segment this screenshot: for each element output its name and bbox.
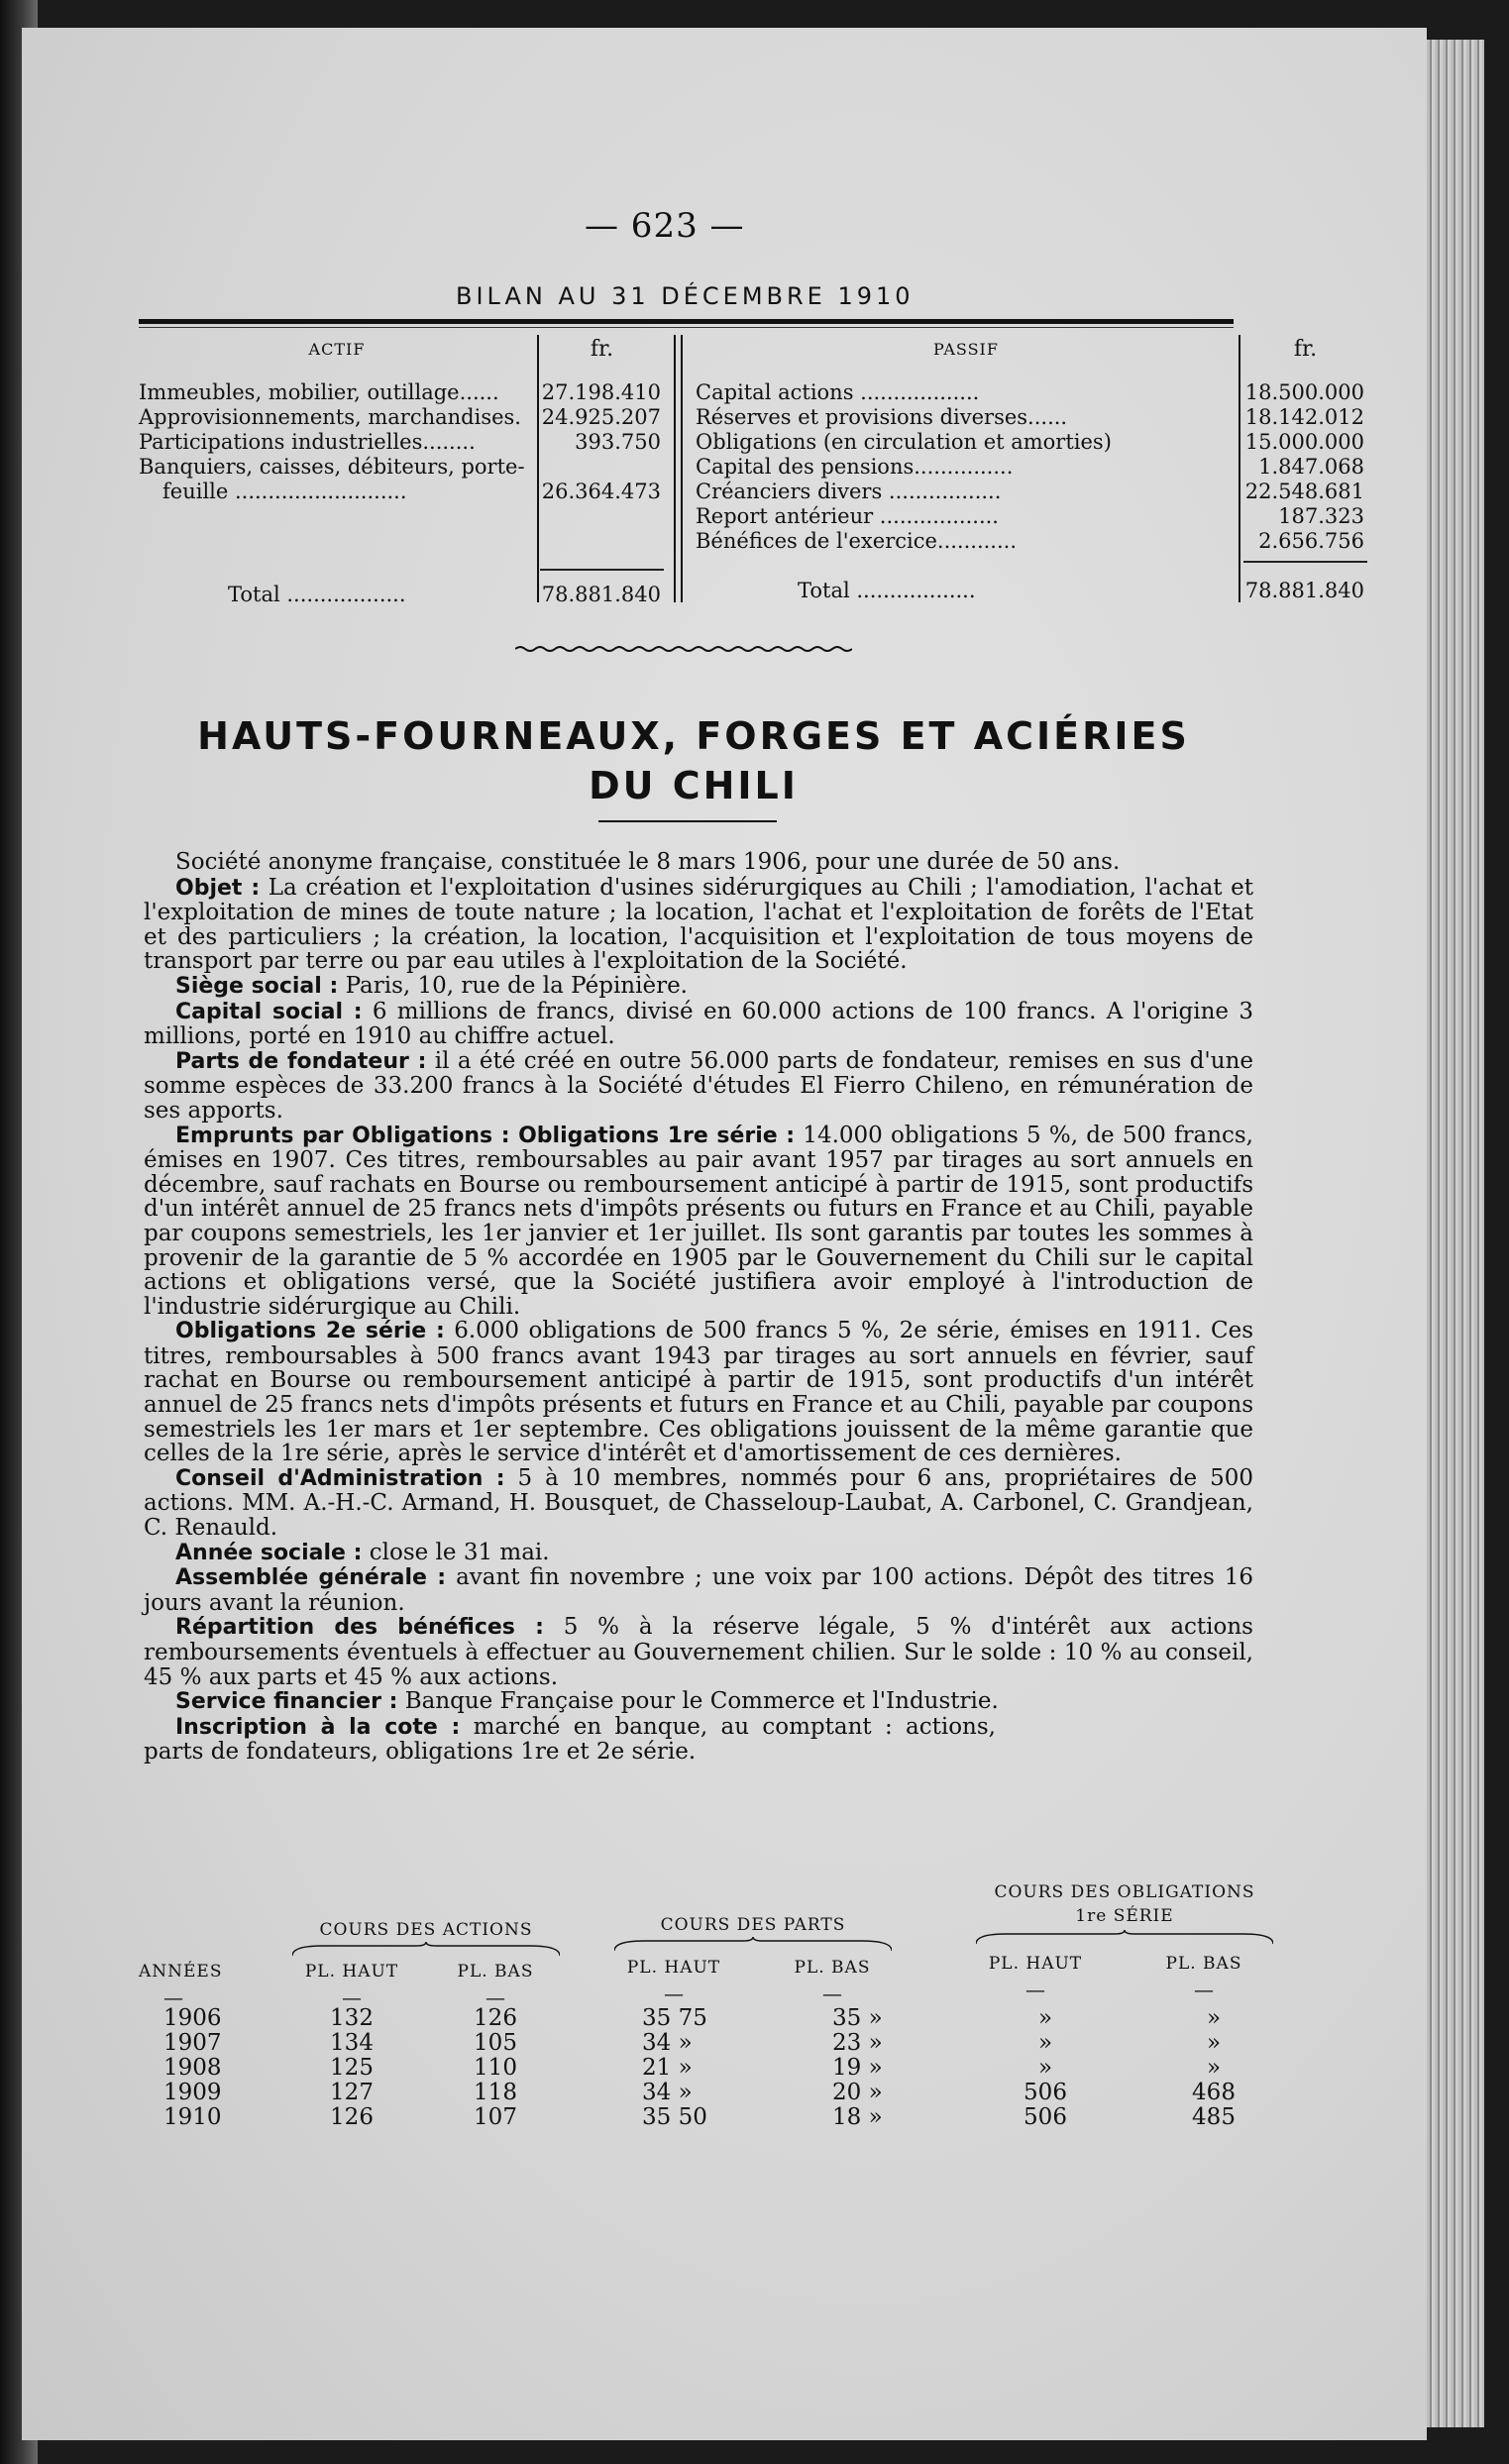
paragraph bbox=[144, 1466, 1253, 1541]
parts-bas-header: PL. BAS bbox=[794, 1958, 871, 1978]
passif-total-value: 78.881.840 bbox=[1244, 579, 1364, 602]
paragraph bbox=[144, 1049, 1253, 1124]
passif-value: 18.500.000 bbox=[1244, 380, 1364, 404]
paragraph-lead: Conseil d'Administration : bbox=[175, 1465, 505, 1491]
actif-value: 24.925.207 bbox=[541, 405, 661, 429]
paragraph bbox=[144, 850, 1253, 876]
bilan-title: BILAN AU 31 DÉCEMBRE 1910 bbox=[456, 282, 915, 310]
parts-bas: 19 » bbox=[832, 2055, 883, 2081]
dash: — bbox=[664, 1982, 684, 2005]
parts-haut-header: PL. HAUT bbox=[626, 1958, 721, 1978]
actif-currency: fr. bbox=[590, 337, 614, 362]
dash: — bbox=[1025, 1978, 1045, 2001]
paragraph bbox=[144, 1715, 996, 1765]
obl-haut: 506 bbox=[1024, 2104, 1067, 2130]
actif-values bbox=[540, 380, 661, 504]
cours-row bbox=[139, 2030, 1268, 2055]
actif-row: feuille .......................... bbox=[162, 480, 407, 503]
passif-total-label: Total .................. bbox=[798, 579, 976, 602]
passif-values bbox=[1243, 380, 1364, 554]
actif-row: Banquiers, caisses, débiteurs, porte- bbox=[139, 455, 525, 479]
annee: 1908 bbox=[163, 2055, 222, 2081]
actif-row: Immeubles, mobilier, outillage...... bbox=[139, 380, 499, 404]
passif-row: Report antérieur .................. bbox=[696, 504, 999, 528]
company-title bbox=[178, 711, 1209, 810]
obl-haut-header: PL. HAUT bbox=[988, 1954, 1083, 1974]
paragraph-text: 6 millions de francs, divisé en 60.000 actions de 100 francs. A l'origine 3 millions, porté en 1910 au chiffre actuel. bbox=[144, 998, 1253, 1050]
actif-rows bbox=[139, 380, 535, 504]
dash: — bbox=[342, 1985, 362, 2009]
passif-value: 22.548.681 bbox=[1244, 480, 1364, 503]
passif-row: Réserves et provisions diverses...... bbox=[696, 405, 1068, 429]
obl-bas-header: PL. BAS bbox=[1165, 1954, 1242, 1974]
wavy-separator bbox=[515, 644, 852, 654]
actif-header: ACTIF bbox=[308, 340, 366, 359]
obl-haut: » bbox=[1037, 2005, 1053, 2031]
obl-bas: 468 bbox=[1192, 2080, 1236, 2105]
actif-row: Participations industrielles........ bbox=[139, 430, 476, 454]
parts-bas: 35 » bbox=[832, 2005, 883, 2031]
parts-haut: 35 50 bbox=[642, 2104, 707, 2130]
actif-value: 26.364.473 bbox=[541, 480, 661, 503]
paragraph bbox=[144, 1124, 1253, 1320]
obl-bas: 485 bbox=[1192, 2104, 1236, 2130]
column-rule bbox=[1239, 335, 1240, 602]
oblig-brace bbox=[976, 1930, 1273, 1946]
dash: — bbox=[1194, 1978, 1214, 2001]
paragraph-lead: Répartition des bénéfices : bbox=[175, 1615, 544, 1641]
cours-row bbox=[139, 2005, 1268, 2030]
paragraph-text: marché en banque, au comptant : actions, parts de fondateurs, obligations 1re et 2e série. bbox=[144, 1713, 996, 1766]
act-bas: 107 bbox=[474, 2104, 517, 2130]
obl-haut: 506 bbox=[1024, 2080, 1067, 2105]
actif-total-label: Total .................. bbox=[228, 583, 406, 606]
actif-row: Approvisionnements, marchandises. bbox=[139, 405, 521, 429]
paragraph bbox=[144, 1319, 1253, 1466]
paragraph-text: Banque Française pour le Commerce et l'Industrie. bbox=[397, 1688, 999, 1715]
paragraph-text: 14.000 obligations 5 %, de 500 francs, émises en 1907. Ces titres, remboursables au pair avant 1957 par tirages au sort annuels en décembre, sauf rachats en Bourse ou remboursement anticipé à partir de 1915, sont productifs d'un intérêt annuel de 25 francs nets d'impôts présents ou futurs en France et au Chili, payable par coupons semestriels, les 1er janvier et 1er juillet. Ils sont garantis par toutes les sommes à provenir de la garantie de 5 % accordée en 1905 par le Gouvernement du Chili sur le capital actions et obligations versé, que la Société justifiera avoir employé à l'introduction de l'industrie sidérurgique au Chili. bbox=[144, 1122, 1253, 1320]
paragraph-lead: Capital social : bbox=[175, 999, 363, 1024]
page-number: — 623 — bbox=[585, 206, 745, 246]
actions-header: COURS DES ACTIONS bbox=[319, 1920, 533, 1940]
paragraph bbox=[144, 1541, 1253, 1566]
annee: 1909 bbox=[163, 2080, 222, 2105]
parts-bas: 23 » bbox=[832, 2030, 883, 2056]
annee: 1906 bbox=[163, 2005, 222, 2031]
passif-value: 18.142.012 bbox=[1244, 405, 1364, 429]
thick-rule bbox=[139, 319, 1234, 324]
passif-header: PASSIF bbox=[933, 340, 999, 359]
obl-haut: » bbox=[1037, 2030, 1053, 2056]
paragraph-lead: Emprunts par Obligations : Obligations 1re série : bbox=[175, 1123, 796, 1148]
passif-value: 15.000.000 bbox=[1244, 430, 1364, 454]
paragraph-lead: Siège social : bbox=[175, 973, 339, 999]
paragraph-text: il a été créé en outre 56.000 parts de fondateur, remises en sus d'une somme espèces de 33.200 francs à la Société d'études El Fierro Chileno, en rémunération de ses apports. bbox=[144, 1047, 1253, 1124]
column-rule bbox=[537, 335, 539, 602]
actif-value: 393.750 bbox=[575, 430, 661, 454]
obl-bas: » bbox=[1206, 2030, 1222, 2056]
parts-haut: 21 » bbox=[642, 2055, 693, 2081]
act-haut: 134 bbox=[330, 2030, 374, 2056]
total-rule bbox=[1243, 561, 1367, 563]
act-bas: 110 bbox=[474, 2055, 517, 2081]
obl-bas: » bbox=[1206, 2055, 1222, 2081]
passif-row: Obligations (en circulation et amorties) bbox=[696, 430, 1112, 454]
paragraph-lead: Parts de fondateur : bbox=[175, 1048, 427, 1074]
act-bas: 126 bbox=[474, 2005, 517, 2031]
paragraph-text: avant fin novembre ; une voix par 100 actions. Dépôt des titres 16 jours avant la réunion. bbox=[144, 1564, 1254, 1616]
actif-value: 27.198.410 bbox=[541, 380, 661, 404]
dash: — bbox=[822, 1982, 842, 2005]
column-rule bbox=[681, 335, 683, 602]
paragraph-lead: Assemblée générale : bbox=[175, 1565, 447, 1591]
parts-bas: 20 » bbox=[832, 2080, 883, 2105]
column-rule bbox=[674, 335, 676, 602]
company-title-line1: HAUTS-FOURNEAUX, FORGES ET ACIÉRIES bbox=[197, 714, 1190, 758]
act-haut: 127 bbox=[330, 2080, 374, 2105]
passif-row: Créanciers divers ................. bbox=[696, 480, 1002, 503]
dash: — bbox=[163, 1985, 183, 2009]
actif-total-value: 78.881.840 bbox=[541, 583, 661, 606]
paragraph-text: 5 à 10 membres, nommés pour 6 ans, propriétaires de 500 actions. MM. A.-H.-C. Armand, H. Bousquet, de Chasseloup-Laubat, A. Carbonel, C. Grandjean, C. Renauld. bbox=[144, 1464, 1253, 1542]
cours-table bbox=[139, 1882, 1255, 2140]
obl-haut: » bbox=[1037, 2055, 1053, 2081]
parts-header: COURS DES PARTS bbox=[660, 1915, 846, 1935]
oblig-header-2: 1re SÉRIE bbox=[1075, 1906, 1174, 1926]
page-edges bbox=[1427, 40, 1484, 2427]
act-bas-header: PL. BAS bbox=[457, 1962, 534, 1982]
cours-rows bbox=[139, 2005, 1268, 2129]
passif-rows bbox=[696, 380, 1240, 554]
parts-brace bbox=[614, 1937, 892, 1953]
cours-row bbox=[139, 2055, 1268, 2080]
parts-haut: 34 » bbox=[642, 2080, 693, 2105]
act-bas: 105 bbox=[474, 2030, 517, 2056]
company-description bbox=[144, 850, 1253, 1765]
act-haut: 125 bbox=[330, 2055, 374, 2081]
paragraph-text: Société anonyme française, constituée le 8 mars 1906, pour une durée de 50 ans. bbox=[175, 849, 1121, 875]
passif-value: 2.656.756 bbox=[1258, 529, 1364, 553]
act-bas: 118 bbox=[474, 2080, 517, 2105]
paragraph bbox=[144, 1565, 1253, 1615]
cours-row bbox=[139, 2104, 1268, 2129]
paragraph bbox=[144, 1689, 1253, 1715]
paragraph bbox=[144, 974, 1253, 1000]
paragraph-text: 5 % à la réserve légale, 5 % d'intérêt aux actions remboursements éventuels à effectuer au Gouvernement chilien. Sur le solde : 10 % au conseil, 45 % aux parts et 45 % aux actions. bbox=[144, 1614, 1253, 1690]
passif-value: 187.323 bbox=[1278, 504, 1364, 528]
parts-haut: 35 75 bbox=[642, 2005, 707, 2031]
thin-rule bbox=[139, 327, 1234, 328]
obl-bas: » bbox=[1206, 2005, 1222, 2031]
paragraph-text: 6.000 obligations de 500 francs 5 %, 2e série, émises en 1911. Ces titres, remboursables à 500 francs avant 1943 par tirages au sort annuels en février, sauf rachat en Bourse ou remboursement anticipé à partir de 1915, sont productifs d'un intérêt annuel de 25 francs nets d'impôts présents et futurs en France et au Chili, payable par coupons semestriels les 1er mars et 1er septembre. Ces obligations jouissent de la même garantie que celles de la 1re série, après le service d'intérêt et d'amortissement de ces dernières. bbox=[144, 1318, 1253, 1467]
parts-haut: 34 » bbox=[642, 2030, 693, 2056]
act-haut: 126 bbox=[330, 2104, 374, 2130]
dash: — bbox=[485, 1985, 505, 2009]
passif-row: Capital des pensions............... bbox=[696, 455, 1014, 479]
paragraph bbox=[144, 1000, 1253, 1049]
actions-brace bbox=[292, 1942, 560, 1958]
title-underline bbox=[598, 820, 777, 822]
passif-currency: fr. bbox=[1293, 337, 1318, 362]
oblig-header-1: COURS DES OBLIGATIONS bbox=[994, 1882, 1255, 1902]
paragraph-lead: Service financier : bbox=[175, 1689, 398, 1715]
paragraph-lead: Inscription à la cote : bbox=[175, 1714, 461, 1740]
paragraph-lead: Objet : bbox=[175, 875, 261, 901]
paragraph bbox=[144, 876, 1253, 974]
annee: 1910 bbox=[163, 2104, 222, 2130]
parts-bas: 18 » bbox=[832, 2104, 883, 2130]
cours-row bbox=[139, 2080, 1268, 2104]
passif-row: Capital actions .................. bbox=[696, 380, 980, 404]
paragraph-text: close le 31 mai. bbox=[362, 1539, 550, 1565]
paragraph bbox=[144, 1615, 1253, 1689]
passif-row: Bénéfices de l'exercice............ bbox=[696, 529, 1018, 553]
actif-value bbox=[540, 455, 661, 480]
annee: 1907 bbox=[163, 2030, 222, 2056]
paragraph-lead: Obligations 2e série : bbox=[175, 1319, 445, 1344]
paragraph-text: Paris, 10, rue de la Pépinière. bbox=[338, 972, 688, 999]
total-rule bbox=[540, 569, 664, 571]
paragraph-text: La création et l'exploitation d'usines sidérurgiques au Chili ; l'amodiation, l'achat et l'exploitation de mines de toute nature ; la location, l'achat et l'exploitation de forêts de l'Etat et des particuliers ; la création, la location, l'acquisition et l'exploitation de tous moyens de transport par terre ou par eau utiles à l'exploitation de la Société. bbox=[144, 874, 1253, 975]
annees-header: ANNÉES bbox=[139, 1962, 223, 1982]
act-haut-header: PL. HAUT bbox=[304, 1962, 399, 1982]
paragraph-lead: Année sociale : bbox=[175, 1540, 363, 1565]
act-haut: 132 bbox=[330, 2005, 374, 2031]
company-title-line2: DU CHILI bbox=[589, 764, 799, 807]
passif-value: 1.847.068 bbox=[1258, 455, 1364, 479]
